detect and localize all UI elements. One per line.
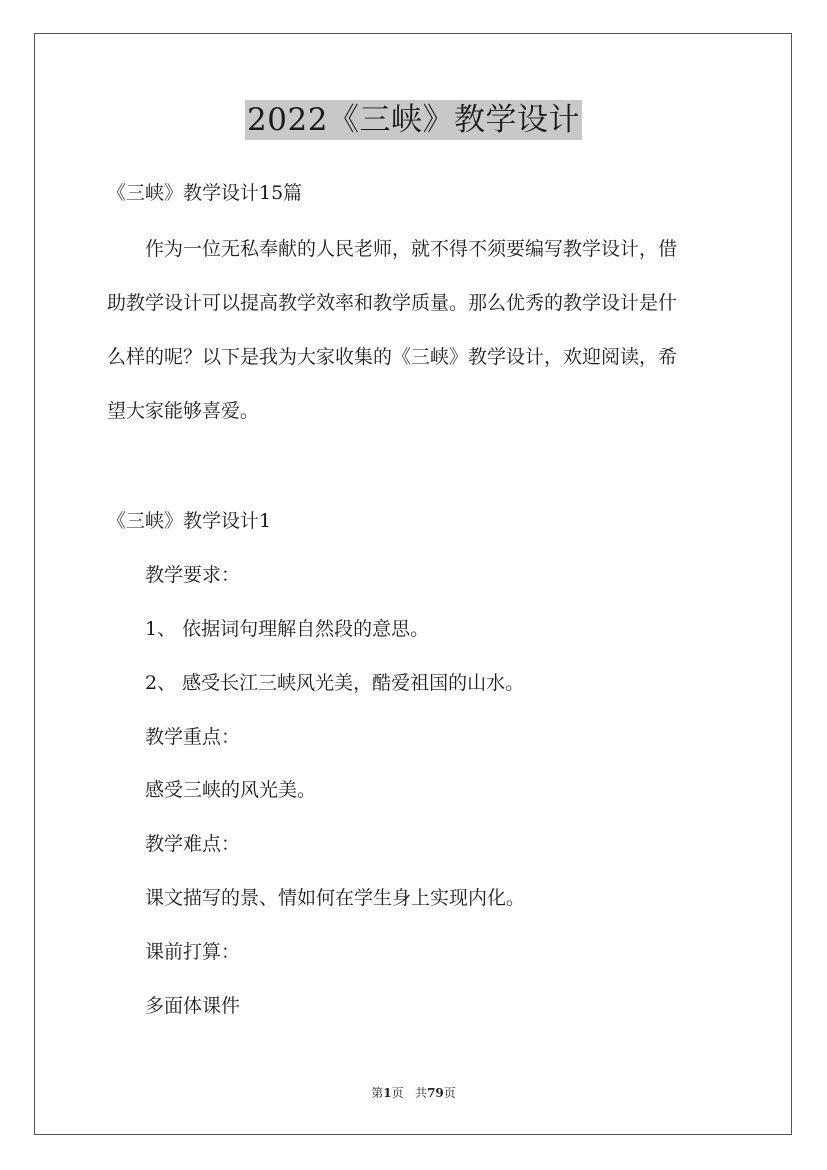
page-footer [0, 1085, 827, 1101]
intro-line-4: 望大家能够喜爱。 [107, 400, 260, 422]
list-item: 教学要求： [145, 564, 241, 586]
document-subtitle: 《三峡》教学设计15篇 [107, 182, 303, 204]
list-item: 感受三峡的风光美。 [145, 779, 317, 801]
intro-line-1: 作为一位无私奉献的人民老师，就不得不须要编写教学设计，借 [145, 238, 678, 260]
page-suffix: 页 [391, 1086, 404, 1100]
total-prefix: 共 [415, 1086, 428, 1100]
list-item: 教学重点： [145, 726, 241, 748]
page-number: 1 [383, 1086, 392, 1100]
list-item: 课文描写的景、情如何在学生身上实现内化。 [145, 887, 526, 909]
title-container [0, 100, 827, 140]
total-pages: 79 [427, 1086, 444, 1100]
intro-line-3: 么样的呢？以下是我为大家收集的《三峡》教学设计，欢迎阅读，希 [107, 346, 678, 368]
list-item: 教学难点： [145, 833, 241, 855]
document-title: 2022《三峡》教学设计 [247, 102, 580, 138]
section-heading: 《三峡》教学设计1 [107, 510, 272, 532]
list-item: 1、 依据词句理解自然段的意思。 [145, 618, 430, 640]
list-item: 课前打算： [145, 941, 241, 963]
total-suffix: 页 [443, 1086, 456, 1100]
intro-line-2: 助教学设计可以提高教学效率和教学质量。那么优秀的教学设计是什 [107, 292, 678, 314]
list-item: 多面体课件 [145, 995, 241, 1017]
page-prefix: 第 [371, 1086, 384, 1100]
list-item: 2、 感受长江三峡风光美，酷爱祖国的山水。 [145, 672, 525, 694]
